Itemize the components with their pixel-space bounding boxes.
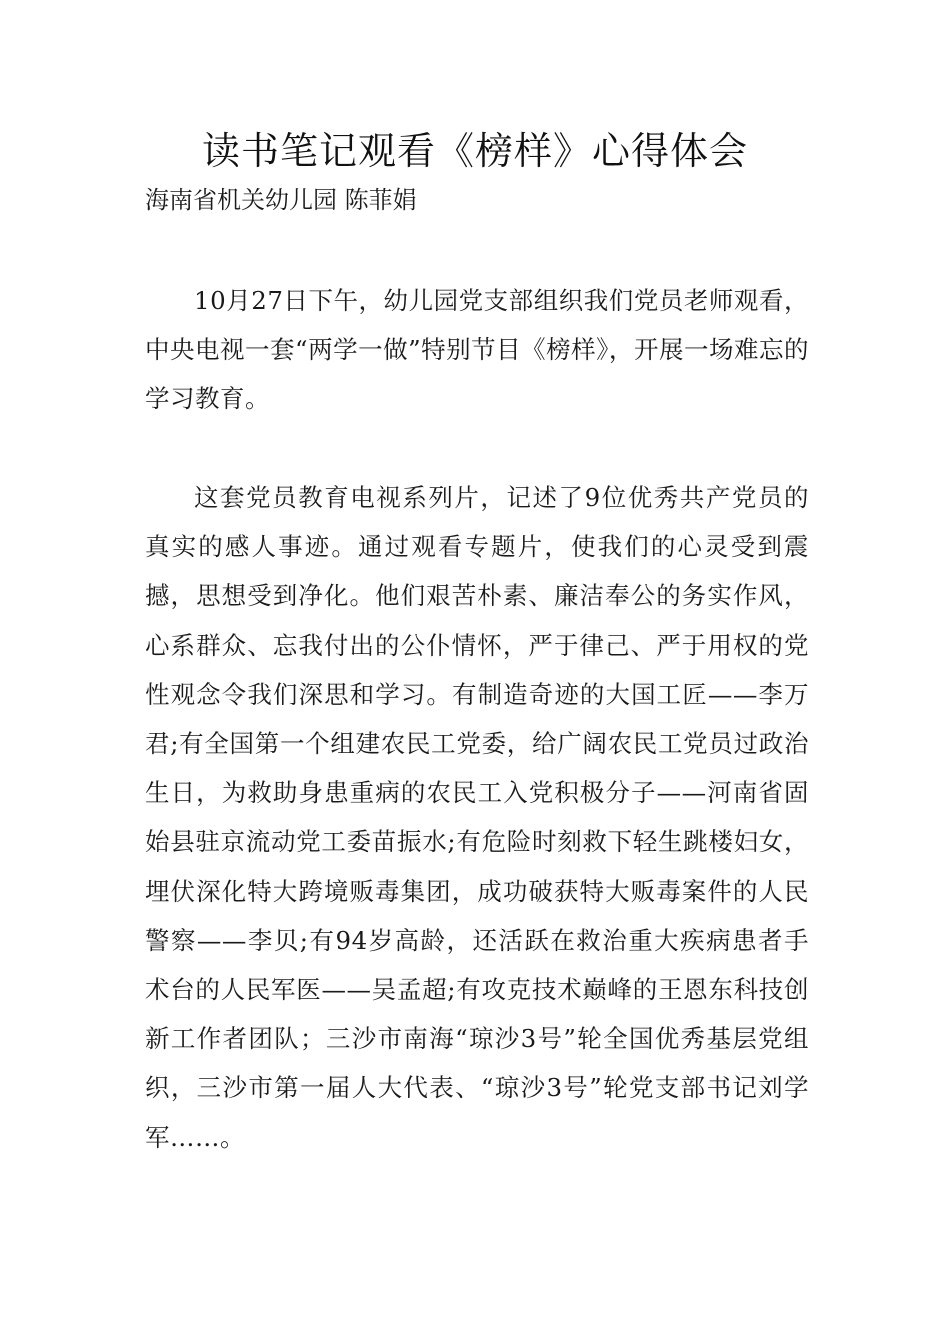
paragraph-2: 这套党员教育电视系列片，记述了9位优秀共产党员的真实的感人事迹。通过观看专题片，使我们的心灵受到震撼，思想受到净化。他们艰苦朴素、廉洁奉公的务实作风，心系群众、忘我付出的公仆情怀，严于律己、严于用权的党性观念令我们深思和学习。有制造奇迹的大国工匠——李万君;有全国第一个组建农民工党委，给广阔农民工党员过政治生日，为救助身患重病的农民工入党积极分子——河南省固始县驻京流动党工委苗振水;有危险时刻救下轻生跳楼妇女，埋伏深化特大跨境贩毒集团，成功破获特大贩毒案件的人民警察——李贝;有94岁高龄，还活跃在救治重大疾病患者手术台的人民军医——吴孟超;有攻克技术巅峰的王恩东科技创新工作者团队；三沙市南海“琼沙3号”轮全国优秀基层党组织，三沙市第一届人大代表、“琼沙3号”轮党支部书记刘学军……。 xyxy=(145,483,809,1152)
document-author: 海南省机关幼儿园 陈菲娟 xyxy=(145,186,417,214)
paragraph-1: 10月27日下午，幼儿园党支部组织我们党员老师观看，中央电视一套“两学一做”特别节目《榜样》，开展一场难忘的学习教育。 xyxy=(145,286,809,414)
document-title: 读书笔记观看《榜样》心得体会 xyxy=(201,129,748,173)
